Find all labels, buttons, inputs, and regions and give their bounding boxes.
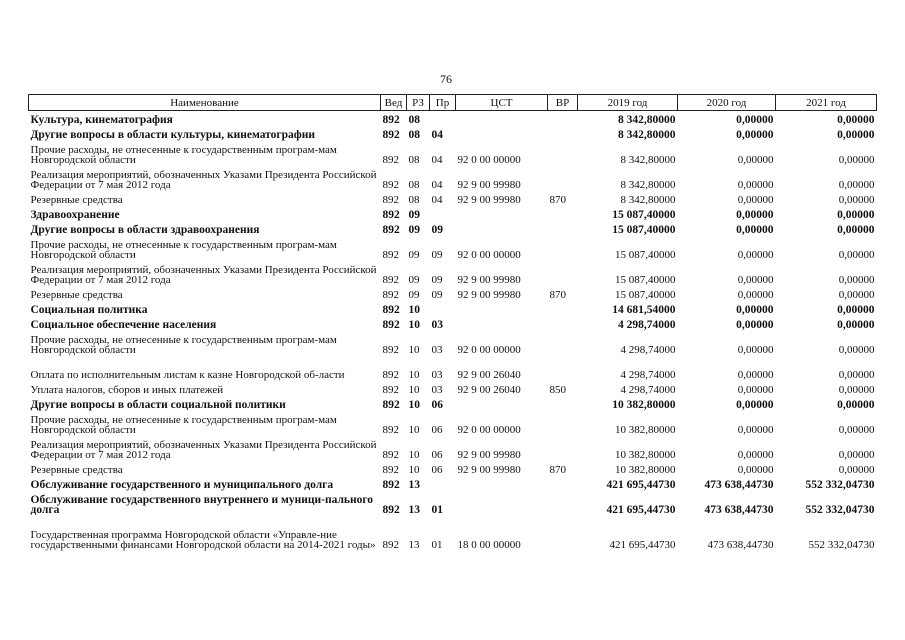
cell-vr	[548, 436, 578, 461]
cell-rz: 09	[408, 209, 420, 221]
col-header-cst: ЦСТ	[456, 95, 548, 111]
cell-ved: 892	[382, 319, 400, 331]
cell-2020: 0,00000	[736, 319, 774, 331]
cell-rz: 13	[408, 479, 420, 491]
cell-name: Обслуживание государственного внутреннего и муници-пального долга	[30, 494, 374, 516]
cell-vr	[548, 236, 578, 261]
cell-rz: 09	[408, 224, 420, 236]
cell-2021: 0,00000	[837, 304, 875, 316]
cell-name: Социальное обеспечение населения	[30, 319, 217, 331]
cell-ved: 892	[382, 114, 400, 126]
cell-pr	[430, 301, 456, 316]
table-row	[29, 396, 877, 411]
cell-pr: 03	[431, 369, 443, 381]
cell-2021: 0,00000	[838, 179, 875, 191]
cell-ved: 892	[382, 179, 399, 191]
cell-cst: 92 0 00 00000	[457, 249, 521, 261]
cell-cst	[456, 301, 548, 316]
cell-cst: 92 9 00 26040	[457, 384, 521, 396]
table-row	[29, 461, 877, 476]
cell-vr	[548, 331, 578, 356]
cell-2021: 552 332,04730	[805, 504, 875, 516]
cell-2019: 10 382,80000	[612, 399, 676, 411]
cell-vr	[548, 261, 578, 286]
cell-2021: 0,00000	[838, 424, 875, 436]
table-row	[29, 236, 877, 261]
cell-name: Другие вопросы в области культуры, кинематографии	[30, 129, 316, 141]
cell-2019: 15 087,40000	[615, 289, 676, 301]
cell-rz: 08	[408, 194, 420, 206]
cell-2020: 0,00000	[737, 464, 774, 476]
table-row	[29, 286, 877, 301]
cell-vr	[548, 221, 578, 236]
cell-2021: 0,00000	[838, 194, 875, 206]
cell-ved: 892	[382, 399, 400, 411]
cell-2020: 0,00000	[737, 154, 774, 166]
cell-ved: 892	[382, 304, 400, 316]
cell-name: Другие вопросы в области социальной политики	[30, 399, 286, 411]
cell-2020: 473 638,44730	[704, 479, 774, 491]
cell-2020: 473 638,44730	[704, 504, 774, 516]
cell-cst: 92 9 00 26040	[457, 369, 521, 381]
cell-name: Резервные средства	[30, 464, 123, 476]
cell-pr: 06	[431, 399, 443, 411]
cell-2020: 0,00000	[737, 274, 774, 286]
table-row	[29, 166, 877, 191]
cell-cst: 92 9 00 99980	[457, 464, 521, 476]
col-header-2020: 2020 год	[678, 95, 776, 111]
cell-2019: 14 681,54000	[612, 304, 676, 316]
cell-name: Государственная программа Новгородской области «Управле-ние государственными финансами Новгородской области на 2014-2021 годы»	[30, 529, 376, 551]
cell-ved: 892	[382, 129, 400, 141]
cell-cst	[456, 491, 548, 516]
cell-pr: 04	[431, 154, 443, 166]
col-header-2019: 2019 год	[578, 95, 678, 111]
cell-2019: 8 342,80000	[618, 114, 676, 126]
cell-ved: 892	[382, 449, 399, 461]
cell-name: Реализация мероприятий, обозначенных Указами Президента Российской Федерации от 7 мая 2012 года	[30, 439, 377, 461]
cell-ved: 892	[382, 249, 399, 261]
cell-cst: 92 9 00 99980	[457, 449, 521, 461]
cell-vr	[548, 206, 578, 221]
cell-cst	[456, 316, 548, 331]
cell-2019: 10 382,80000	[615, 464, 676, 476]
cell-name: Культура, кинематография	[30, 114, 173, 126]
cell-rz: 13	[408, 504, 420, 516]
cell-2019: 10 382,80000	[615, 449, 676, 461]
cell-name: Уплата налогов, сборов и иных платежей	[30, 384, 224, 396]
cell-2021: 0,00000	[838, 384, 875, 396]
cell-2021: 0,00000	[837, 114, 875, 126]
cell-pr: 06	[431, 449, 443, 461]
cell-2021: 0,00000	[838, 344, 875, 356]
cell-pr: 01	[431, 539, 443, 551]
table-header-row	[29, 95, 877, 111]
cell-name: Прочие расходы, не отнесенные к государственным програм-мам Новгородской области	[30, 414, 337, 436]
cell-ved: 892	[382, 369, 399, 381]
cell-name: Обслуживание государственного и муниципального долга	[30, 479, 334, 491]
cell-vr	[548, 316, 578, 331]
cell-rz: 10	[408, 464, 420, 476]
table-row	[29, 301, 877, 316]
cell-2021: 0,00000	[838, 464, 875, 476]
table-row	[29, 141, 877, 166]
cell-ved: 892	[382, 194, 399, 206]
cell-2020: 0,00000	[737, 449, 774, 461]
col-header-2021: 2021 год	[776, 95, 877, 111]
cell-name: Социальная политика	[30, 304, 148, 316]
cell-pr: 09	[431, 249, 443, 261]
table-row	[29, 516, 877, 551]
col-header-ved: Вед	[381, 95, 407, 111]
cell-vr	[548, 141, 578, 166]
cell-2020: 0,00000	[736, 224, 774, 236]
cell-ved: 892	[382, 289, 399, 301]
cell-rz: 09	[408, 249, 420, 261]
cell-rz: 10	[408, 319, 420, 331]
cell-2021: 0,00000	[838, 274, 875, 286]
cell-vr	[548, 491, 578, 516]
cell-2021: 0,00000	[838, 449, 875, 461]
cell-pr: 03	[431, 384, 443, 396]
cell-rz: 09	[408, 289, 420, 301]
cell-pr	[430, 111, 456, 127]
cell-2021: 552 332,04730	[808, 539, 875, 551]
cell-pr	[430, 476, 456, 491]
table-row	[29, 316, 877, 331]
cell-vr	[548, 166, 578, 191]
page-number: 76	[440, 72, 452, 86]
cell-2021: 0,00000	[838, 249, 875, 261]
cell-2021: 0,00000	[838, 154, 875, 166]
cell-name: Оплата по исполнительным листам к казне Новгородской об-ласти	[30, 369, 345, 381]
cell-2020: 0,00000	[737, 289, 774, 301]
cell-2020: 0,00000	[737, 179, 774, 191]
cell-rz: 13	[408, 539, 420, 551]
cell-2020: 0,00000	[736, 304, 774, 316]
cell-pr: 01	[431, 504, 443, 516]
cell-ved: 892	[382, 424, 399, 436]
cell-2021: 0,00000	[838, 289, 875, 301]
cell-pr: 04	[431, 179, 443, 191]
cell-name: Другие вопросы в области здравоохранения	[30, 224, 260, 236]
table-row	[29, 126, 877, 141]
cell-cst: 18 0 00 00000	[457, 539, 521, 551]
cell-name: Здравоохранение	[30, 209, 120, 221]
cell-pr: 03	[431, 344, 443, 356]
cell-ved: 892	[382, 479, 400, 491]
cell-vr	[548, 111, 578, 127]
col-header-name: Наименование	[29, 95, 381, 111]
cell-2020: 0,00000	[736, 114, 774, 126]
cell-2019: 10 382,80000	[615, 424, 676, 436]
cell-2020: 0,00000	[737, 344, 774, 356]
cell-2019: 421 695,44730	[606, 504, 676, 516]
cell-2021: 0,00000	[837, 224, 875, 236]
table-row	[29, 476, 877, 491]
cell-2019: 4 298,74000	[620, 344, 676, 356]
cell-ved: 892	[382, 384, 399, 396]
cell-ved: 892	[382, 539, 399, 551]
cell-pr: 04	[431, 129, 443, 141]
cell-name: Реализация мероприятий, обозначенных Указами Президента Российской Федерации от 7 мая 2012 года	[30, 169, 377, 191]
cell-2019: 8 342,80000	[620, 179, 676, 191]
table-row	[29, 206, 877, 221]
cell-2020: 0,00000	[736, 399, 774, 411]
col-header-rz: РЗ	[407, 95, 430, 111]
cell-cst	[456, 111, 548, 127]
cell-2019: 8 342,80000	[618, 129, 676, 141]
col-header-pr: Пр	[430, 95, 456, 111]
cell-rz: 10	[408, 304, 420, 316]
cell-cst	[456, 126, 548, 141]
cell-2019: 15 087,40000	[612, 224, 676, 236]
cell-rz: 10	[408, 384, 420, 396]
cell-2019: 15 087,40000	[615, 249, 676, 261]
table-row	[29, 191, 877, 206]
cell-rz: 09	[408, 274, 420, 286]
cell-ved: 892	[382, 209, 400, 221]
cell-vr: 850	[549, 384, 566, 396]
cell-2020: 473 638,44730	[707, 539, 774, 551]
cell-vr	[548, 516, 578, 551]
cell-2020: 0,00000	[737, 369, 774, 381]
table-row	[29, 221, 877, 236]
table-row	[29, 436, 877, 461]
cell-pr: 04	[431, 194, 443, 206]
cell-rz: 08	[408, 154, 420, 166]
cell-cst	[456, 476, 548, 491]
cell-ved: 892	[382, 344, 399, 356]
cell-rz: 10	[408, 399, 420, 411]
cell-pr: 09	[431, 274, 443, 286]
cell-2021: 0,00000	[837, 319, 875, 331]
cell-vr	[548, 356, 578, 381]
cell-2021: 0,00000	[837, 399, 875, 411]
cell-cst: 92 0 00 00000	[457, 424, 521, 436]
cell-name: Прочие расходы, не отнесенные к государственным програм-мам Новгородской области	[30, 239, 337, 261]
cell-pr: 06	[431, 424, 443, 436]
cell-cst: 92 9 00 99980	[457, 289, 521, 301]
cell-2021: 0,00000	[837, 129, 875, 141]
cell-2021: 552 332,04730	[805, 479, 875, 491]
cell-name: Прочие расходы, не отнесенные к государственным програм-мам Новгородской области	[30, 334, 337, 356]
cell-rz: 08	[408, 129, 420, 141]
col-header-vr: ВР	[548, 95, 578, 111]
cell-cst	[456, 206, 548, 221]
cell-2021: 0,00000	[838, 369, 875, 381]
table-row	[29, 261, 877, 286]
cell-name: Реализация мероприятий, обозначенных Указами Президента Российской Федерации от 7 мая 2012 года	[30, 264, 377, 286]
table-row	[29, 331, 877, 356]
cell-2020: 0,00000	[736, 209, 774, 221]
cell-vr: 870	[549, 194, 566, 206]
cell-2020: 0,00000	[736, 129, 774, 141]
cell-vr	[548, 476, 578, 491]
cell-rz: 08	[408, 114, 420, 126]
cell-vr	[548, 396, 578, 411]
cell-rz: 10	[408, 344, 420, 356]
cell-ved: 892	[382, 224, 400, 236]
cell-pr: 09	[431, 224, 443, 236]
cell-ved: 892	[382, 504, 400, 516]
cell-name: Резервные средства	[30, 289, 123, 301]
cell-2019: 421 695,44730	[609, 539, 676, 551]
cell-2020: 0,00000	[737, 424, 774, 436]
budget-table	[28, 94, 877, 551]
cell-cst	[456, 396, 548, 411]
cell-cst: 92 0 00 00000	[457, 344, 521, 356]
cell-pr: 06	[431, 464, 443, 476]
cell-2019: 8 342,80000	[620, 194, 676, 206]
cell-cst: 92 9 00 99980	[457, 194, 521, 206]
table-row	[29, 411, 877, 436]
table-row	[29, 111, 877, 127]
cell-ved: 892	[382, 154, 399, 166]
cell-cst: 92 0 00 00000	[457, 154, 521, 166]
cell-2019: 15 087,40000	[612, 209, 676, 221]
cell-pr: 03	[431, 319, 443, 331]
cell-pr	[430, 206, 456, 221]
cell-2020: 0,00000	[737, 384, 774, 396]
cell-ved: 892	[382, 464, 399, 476]
cell-2020: 0,00000	[737, 194, 774, 206]
cell-rz: 10	[408, 369, 420, 381]
table-row	[29, 356, 877, 381]
cell-rz: 10	[408, 449, 420, 461]
cell-2021: 0,00000	[837, 209, 875, 221]
cell-2019: 421 695,44730	[606, 479, 676, 491]
cell-vr	[548, 301, 578, 316]
cell-2019: 4 298,74000	[620, 369, 676, 381]
cell-name: Резервные средства	[30, 194, 123, 206]
cell-name: Прочие расходы, не отнесенные к государственным програм-мам Новгородской области	[30, 144, 337, 166]
cell-ved: 892	[382, 274, 399, 286]
cell-vr: 870	[549, 289, 566, 301]
table-row	[29, 491, 877, 516]
cell-2019: 8 342,80000	[620, 154, 676, 166]
cell-2019: 15 087,40000	[615, 274, 676, 286]
cell-vr	[548, 126, 578, 141]
cell-2019: 4 298,74000	[620, 384, 676, 396]
cell-cst: 92 9 00 99980	[457, 179, 521, 191]
cell-rz: 08	[408, 179, 420, 191]
cell-pr: 09	[431, 289, 443, 301]
cell-cst	[456, 221, 548, 236]
cell-cst: 92 9 00 99980	[457, 274, 521, 286]
cell-rz: 10	[408, 424, 420, 436]
cell-vr: 870	[549, 464, 566, 476]
table-row	[29, 381, 877, 396]
cell-vr	[548, 411, 578, 436]
cell-2019: 4 298,74000	[618, 319, 676, 331]
cell-2020: 0,00000	[737, 249, 774, 261]
